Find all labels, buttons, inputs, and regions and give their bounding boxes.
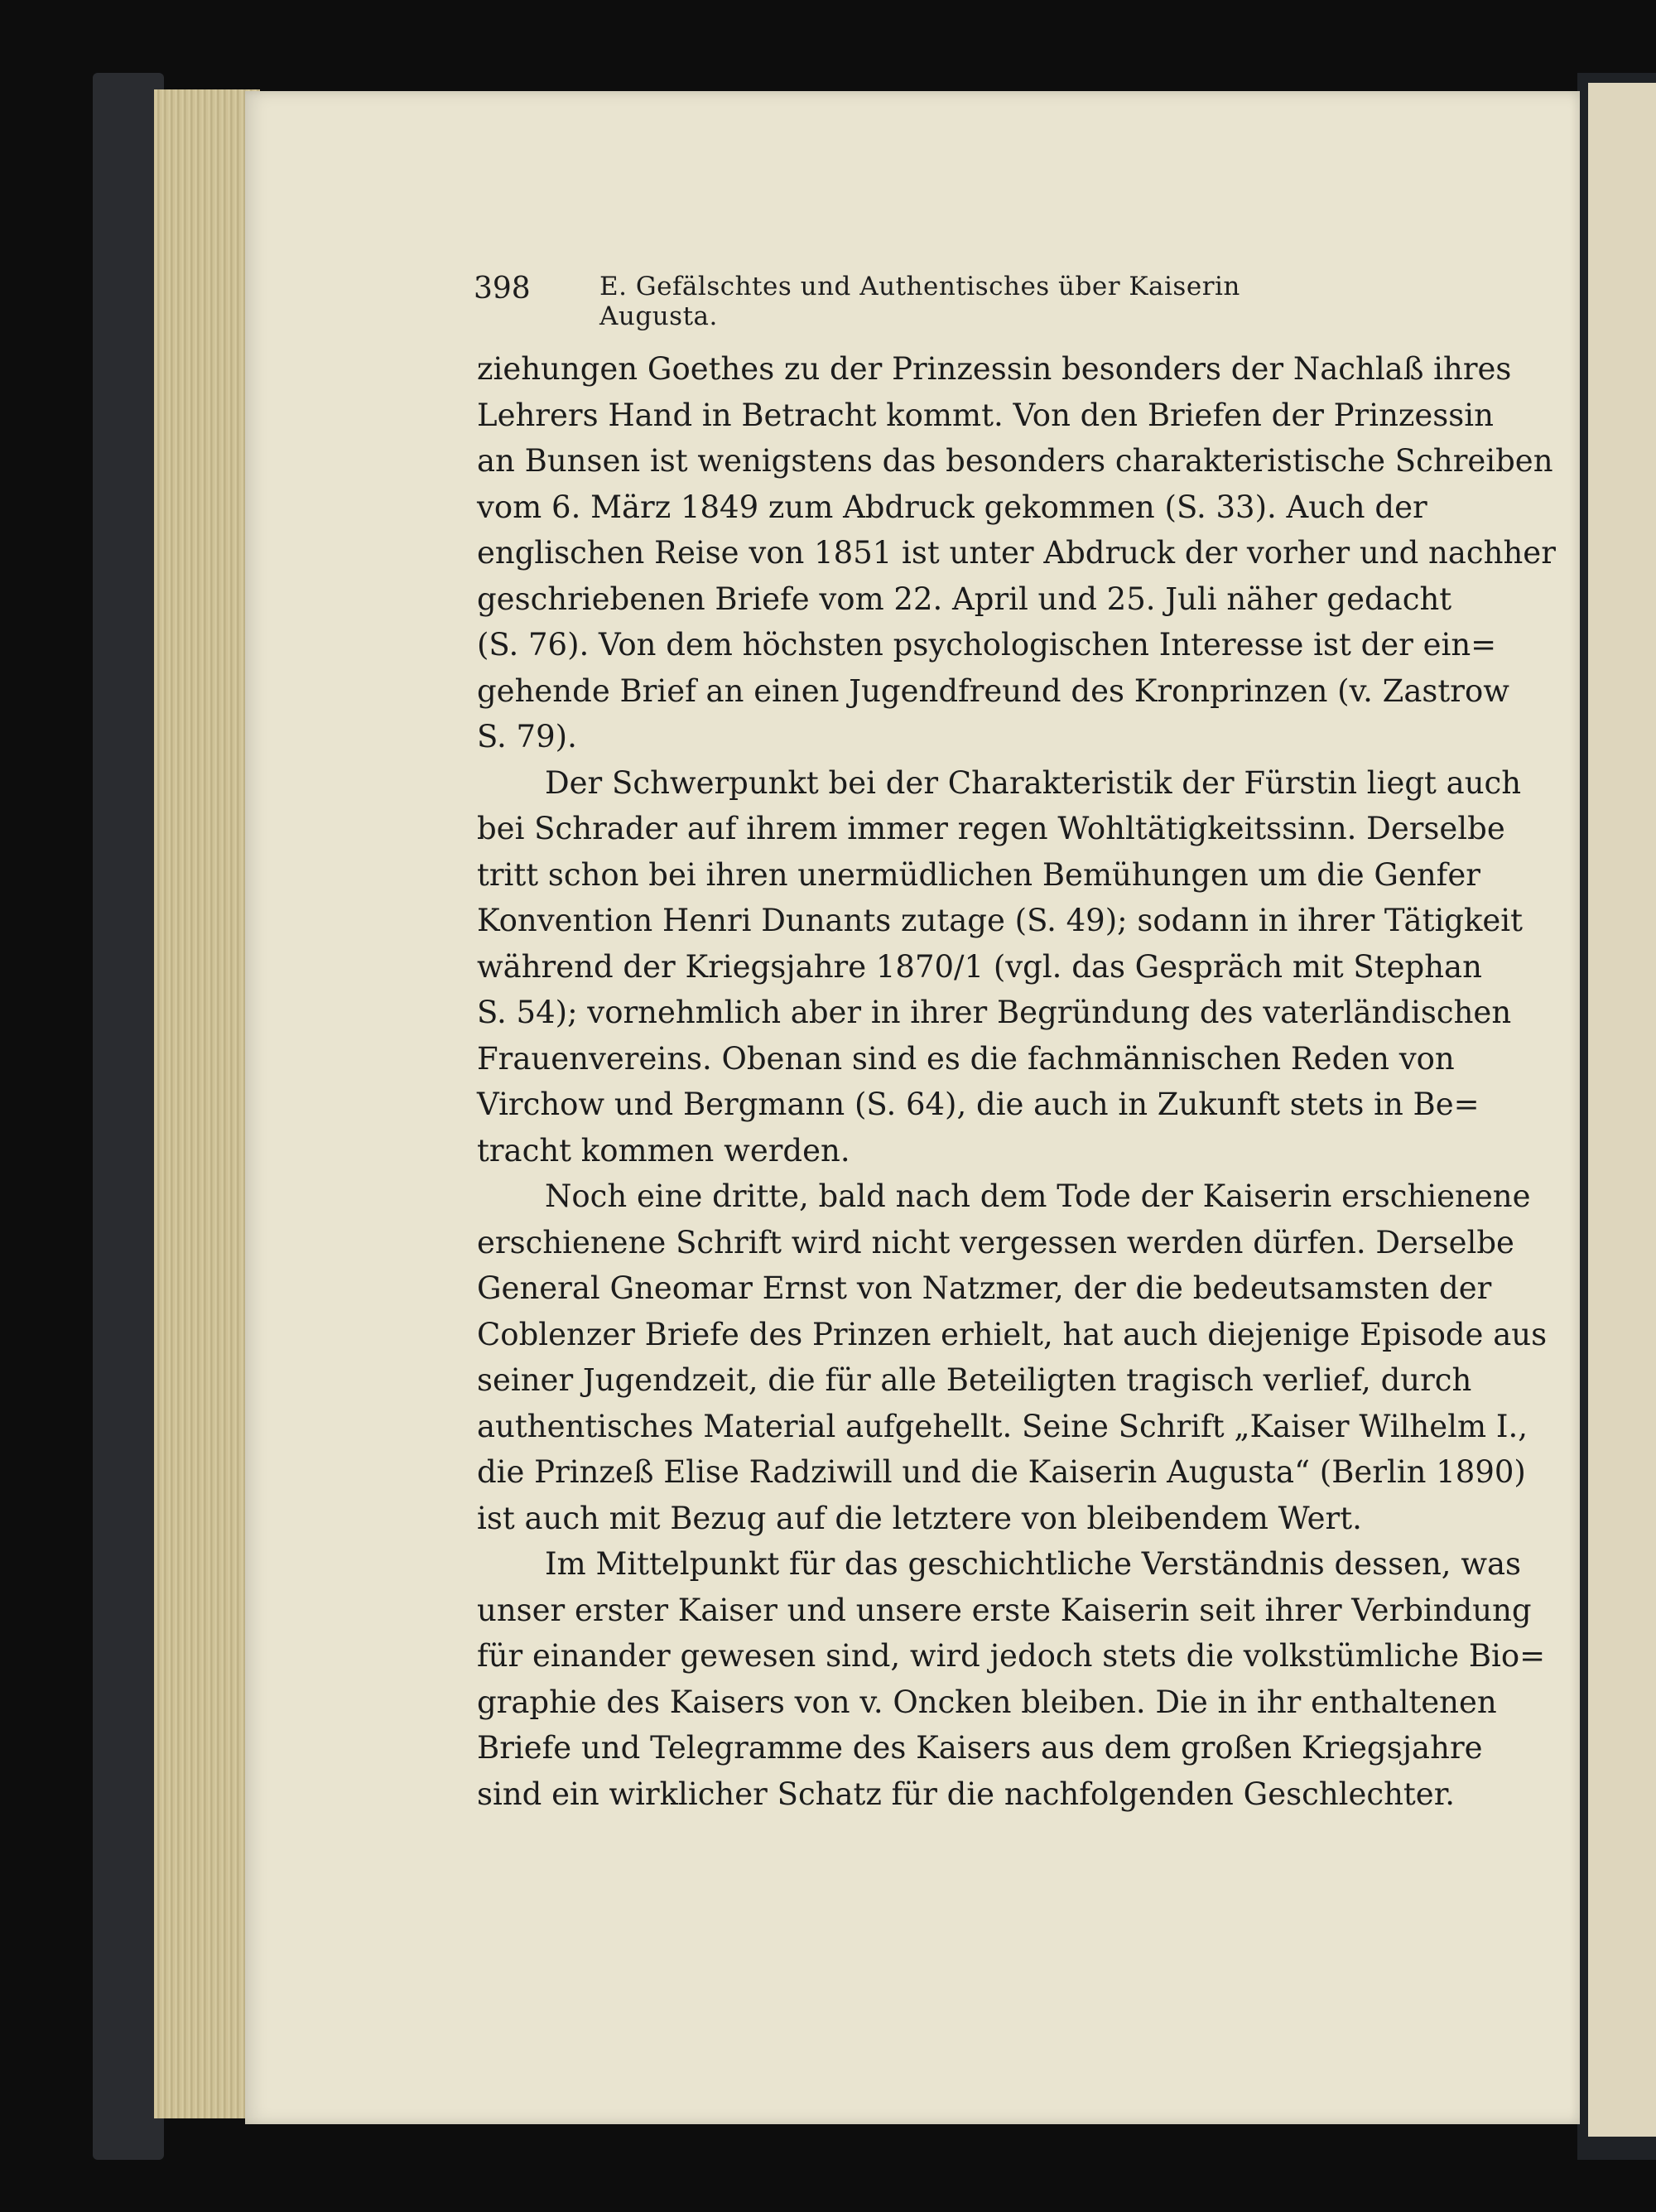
text-line: Der Schwerpunkt bei der Charakteristik der Fürstin liegt auch xyxy=(545,764,1522,801)
running-head: E. Gefälschtes und Authentisches über Kaiserin Augusta. xyxy=(599,272,1240,331)
text-line: Noch eine dritte, bald nach dem Tode der Kaiserin erschienene xyxy=(545,1178,1531,1214)
text-line: S. 54); vornehmlich aber in ihrer Begründung des vaterländischen xyxy=(477,995,1512,1030)
text-line: für einander gewesen sind, wird jedoch stets die volkstümliche Bio= xyxy=(477,1638,1546,1674)
text-line: englischen Reise von 1851 ist unter Abdruck der vorher und nachher xyxy=(477,535,1556,571)
text-line: seiner Jugendzeit, die für alle Beteiligten tragisch verlief, durch xyxy=(477,1362,1472,1398)
text-line: Im Mittelpunkt für das geschichtliche Verständnis dessen, was xyxy=(545,1546,1522,1582)
paragraph xyxy=(477,346,1556,760)
text-line: Frauenvereins. Obenan sind es die fachmännischen Reden von xyxy=(477,1040,1455,1077)
text-line: während der Kriegsjahre 1870/1 (vgl. das Gespräch mit Stephan xyxy=(477,948,1482,985)
text-line: an Bunsen ist wenigstens das besonders charakteristische Schreiben xyxy=(477,443,1553,479)
paragraph xyxy=(477,1173,1548,1541)
body-text xyxy=(477,346,1556,1817)
text-line: S. 79). xyxy=(477,719,577,754)
text-line: ist auch mit Bezug auf die letztere von bleibendem Wert. xyxy=(477,1500,1362,1536)
paragraph xyxy=(477,760,1524,1174)
page-edges xyxy=(154,89,260,2118)
text-line: Coblenzer Briefe des Prinzen erhielt, hat auch diejenige Episode aus xyxy=(477,1316,1548,1352)
text-line: bei Schrader auf ihrem immer regen Wohltätigkeitssinn. Derselbe xyxy=(477,811,1505,846)
text-line: gehende Brief an einen Jugendfreund des Kronprinzen (v. Zastrow xyxy=(477,672,1509,709)
text-line: unser erster Kaiser und unsere erste Kaiserin seit ihrer Verbindung xyxy=(477,1592,1532,1628)
text-line: ziehungen Goethes zu der Prinzessin besonders der Nachlaß ihres xyxy=(477,351,1512,387)
text-line: tracht kommen werden. xyxy=(477,1132,850,1169)
text-line: sind ein wirklicher Schatz für die nachfolgenden Geschlechter. xyxy=(477,1776,1456,1812)
text-line: die Prinzeß Elise Radziwill und die Kaiserin Augusta“ (Berlin 1890) xyxy=(477,1454,1526,1490)
text-line: General Gneomar Ernst von Natzmer, der die bedeutsamsten der xyxy=(477,1270,1492,1306)
text-line: Konvention Henri Dunants zutage (S. 49); sodann in ihrer Tätigkeit xyxy=(477,903,1524,938)
page-number: 398 xyxy=(474,272,531,306)
page-header xyxy=(474,263,1302,331)
text-line: Lehrers Hand in Betracht kommt. Von den Briefen der Prinzessin xyxy=(477,397,1494,433)
text-line: graphie des Kaisers von v. Oncken bleiben. Die in ihr enthaltenen xyxy=(477,1684,1497,1720)
text-line: tritt schon bei ihren unermüdlichen Bemühungen um die Genfer xyxy=(477,856,1480,893)
text-line: vom 6. März 1849 zum Abdruck gekommen (S. 33). Auch der xyxy=(477,489,1427,525)
text-line: authentisches Material aufgehellt. Seine Schrift „Kaiser Wilhelm I., xyxy=(477,1408,1528,1444)
text-line: Virchow und Bergmann (S. 64), die auch in Zukunft stets in Be= xyxy=(477,1087,1480,1122)
text-line: Briefe und Telegramme des Kaisers aus dem großen Kriegsjahre xyxy=(477,1730,1483,1766)
text-line: (S. 76). Von dem höchsten psychologischen Interesse ist der ein= xyxy=(477,627,1497,663)
text-line: geschriebenen Briefe vom 22. April und 25. Juli näher gedacht xyxy=(477,581,1452,617)
text-line: erschienene Schrift wird nicht vergessen werden dürfen. Derselbe xyxy=(477,1224,1514,1260)
facing-page-edge xyxy=(1588,83,1656,2137)
paragraph xyxy=(477,1541,1546,1817)
